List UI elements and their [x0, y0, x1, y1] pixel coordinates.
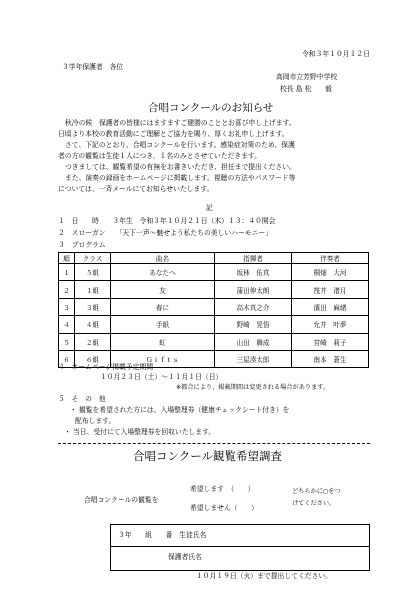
body-line-3: さて、下記のとおり、合唱コンクールを行います。感染症対策のため、保護: [65, 141, 295, 149]
header-conductor: 指揮者: [215, 253, 292, 264]
row-class: ３組: [75, 298, 111, 315]
row-order: ３: [59, 298, 75, 315]
row-accompanist: 筏井 渚月: [292, 281, 369, 298]
survey-instruction-1: どちらかに○をつ: [292, 488, 341, 495]
student-name-field[interactable]: ３年 組 番 生徒氏名: [118, 531, 207, 539]
row-song: Ｇｉｆｔｓ: [111, 350, 215, 367]
other-line-3: ・ 当日、受付にて入場整理券を回収いたします。: [64, 428, 216, 436]
document-title: 合唱コンクールのお知らせ: [148, 102, 274, 114]
sender-school: 高岡市立芳野中学校: [276, 73, 338, 81]
row-conductor: 蒲田伸太朗: [215, 281, 292, 298]
table-row: [59, 281, 369, 298]
row-class: ５組: [75, 264, 111, 281]
row-accompanist: 桐畑 大河: [292, 264, 369, 281]
header-order: 順: [59, 253, 75, 264]
row-class: １組: [75, 281, 111, 298]
body-line-2: 日頃より本校の教育活動にご理解とご協力を賜り、厚くお礼申し上げます。: [58, 130, 289, 138]
row-song: 手紙: [111, 316, 215, 333]
row-order: ２: [59, 281, 75, 298]
row-song: 友: [111, 281, 215, 298]
body-line-5: つきましては、観覧希望の有無をお書きいただき、担任まで提出ください。: [65, 163, 296, 171]
other-line-1: ・ 観覧を希望された方には、入場整理券（健康チェックシート付き）を: [70, 406, 290, 414]
addressee: ３学年保護者 各位: [62, 63, 124, 71]
homepage-period-note: ※都合により、掲載期間は変更される場合があります。: [176, 384, 330, 391]
name-form-divider: [110, 546, 369, 547]
table-row: [59, 298, 369, 315]
sender-principal: 校長 島 松 毅: [280, 85, 332, 93]
other-label: ５ そ の 他: [58, 395, 106, 403]
submission-deadline: １０月１９日（火）まで提出してください。: [196, 572, 332, 580]
row-conductor: 山田 舞成: [215, 333, 292, 350]
row-song: 虹: [111, 333, 215, 350]
row-song: あなたへ: [111, 264, 215, 281]
date: 令和３年１０月１２日: [302, 50, 370, 58]
row-song: 春に: [111, 298, 215, 315]
row-accompanist: 南本 蒼生: [292, 350, 369, 367]
row-conductor: 野崎 晃悟: [215, 316, 292, 333]
row-conductor: 坂林 佑真: [215, 264, 292, 281]
option-yes[interactable]: 希望します （ ）: [190, 485, 255, 493]
table-row: [59, 264, 369, 281]
row-class: ４組: [75, 316, 111, 333]
row-order: ５: [59, 333, 75, 350]
program-header-row: [59, 253, 369, 264]
body-line-1: 秋冷の候 保護者の皆様にはますますご健勝のこととお喜び申し上げます。: [65, 119, 296, 127]
body-line-7: については、一斉メールにてお知らせいたします。: [58, 185, 214, 193]
header-song: 曲名: [111, 253, 215, 264]
table-row: [59, 316, 369, 333]
row-conductor: 高木真之介: [215, 298, 292, 315]
row-conductor: 三屋湊太郎: [215, 350, 292, 367]
guardian-name-field[interactable]: 保護者氏名: [168, 553, 202, 561]
survey-title: 合唱コンクール観覧希望調査: [133, 449, 283, 463]
survey-instruction-2: けてください。: [292, 500, 336, 507]
detail-slogan: ２ スローガン 「天下一声～魅せよう私たちの美しいハーモニー」: [58, 229, 272, 237]
program-table: [58, 252, 369, 368]
detail-program-label: ３ プログラム: [58, 241, 106, 249]
detail-datetime: １ 日 時 ３年生 令和３年１０月２１日（木）１３：４０開会: [58, 217, 276, 225]
header-accompanist: 伴奏者: [292, 253, 369, 264]
homepage-period-label: ４ ホームページ掲載予定期間: [58, 363, 154, 371]
row-order: ４: [59, 316, 75, 333]
ki-heading: 記: [206, 204, 213, 212]
other-line-2: 配布します。: [75, 417, 116, 425]
row-accompanist: 宮崎 莉子: [292, 333, 369, 350]
row-order: ６: [59, 350, 75, 367]
homepage-period: １０月２３日（土）～１１月１日（日）: [100, 373, 223, 381]
header-class: クラス: [75, 253, 111, 264]
row-accompanist: 濱田 麻緒: [292, 298, 369, 315]
option-no[interactable]: 希望しません（ ）: [190, 504, 258, 512]
row-accompanist: 允井 叶夢: [292, 316, 369, 333]
row-class: ６組: [75, 350, 111, 367]
table-row: [59, 333, 369, 350]
body-line-6: また、演奏の録画をホームページに掲載します。視聴の方法やパスワード等: [65, 174, 296, 182]
cut-line: [58, 443, 370, 444]
row-class: ２組: [75, 333, 111, 350]
row-order: １: [59, 264, 75, 281]
body-line-4: 者の方の観覧は生徒１人につき、１名のみとさせていただきます。: [58, 152, 261, 160]
survey-question: 合唱コンクールの観覧を: [84, 496, 159, 504]
